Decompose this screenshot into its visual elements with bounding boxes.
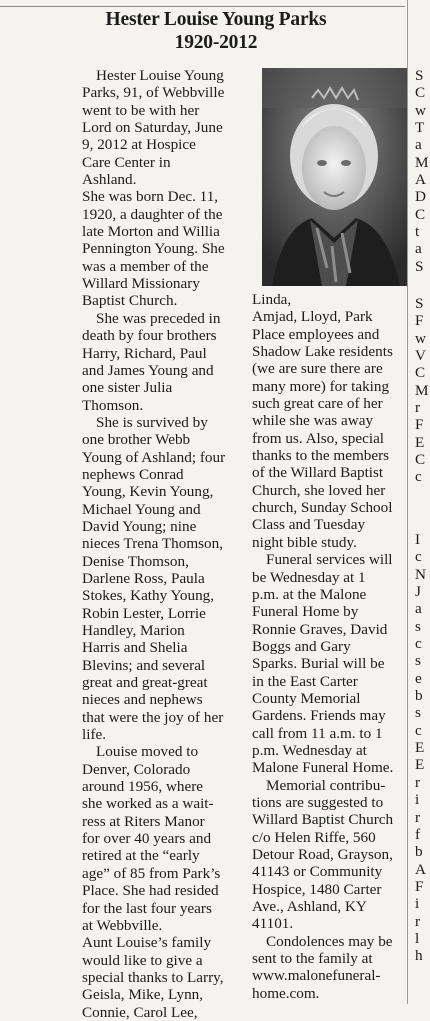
text-line: and James Young and <box>82 361 214 379</box>
text-line: Ave., Ashland, KY <box>252 898 367 916</box>
fragment-char: w <box>415 329 426 347</box>
text-line: Hospice, 1480 Carter <box>252 880 382 898</box>
text-line: She was born Dec. 11, <box>82 188 219 206</box>
text-line: ress at Riters Manor <box>82 812 205 830</box>
text-line: Aunt Louise’s family <box>82 934 212 952</box>
text-line: Parks, 91, of Webbville <box>82 84 225 102</box>
fragment-char: A <box>415 860 426 878</box>
text-line: retired at the “early <box>82 847 200 865</box>
text-line: Sparks. Burial will be <box>252 655 385 673</box>
text-line: Boggs and Gary <box>252 637 351 655</box>
text-line: that were the joy of her <box>82 708 224 726</box>
text-line: Care Center in <box>82 153 171 171</box>
text-line: life. <box>82 726 107 744</box>
text-line: Malone Funeral Home. <box>252 759 394 777</box>
fragment-char: T <box>415 119 425 137</box>
fragment-char: s <box>415 617 421 635</box>
text-line: Harry, Richard, Paul <box>82 344 207 362</box>
text-line: Connie, Carol Lee, <box>82 1003 198 1021</box>
text-line: Handley, Marion <box>82 622 185 639</box>
fragment-char: a <box>415 240 422 258</box>
fragment-char: l <box>415 929 420 947</box>
text-line: c/o Helen Riffe, 560 <box>252 828 376 846</box>
fragment-char: C <box>415 451 426 469</box>
fragment-char: E <box>415 433 425 451</box>
text-line: tions are suggested to <box>252 793 384 811</box>
fragment-char: a <box>415 136 422 154</box>
text-line: for the last four years <box>82 899 212 917</box>
text-line: 41143 or Community <box>252 863 383 881</box>
text-line: Willard Missionary <box>82 275 200 293</box>
fragment-char: I <box>415 531 421 548</box>
fragment-char: V <box>415 347 426 365</box>
text-line: p.m. at the Malone <box>252 585 367 603</box>
fragment-char: t <box>415 223 420 241</box>
text-line: Lord on Saturday, June <box>82 119 223 137</box>
fragment-char: M <box>415 153 429 171</box>
text-line: Blevins; and several <box>82 656 206 674</box>
text-line: Church, she loved her <box>252 481 386 499</box>
text-line: sent to the family at <box>252 950 373 968</box>
text-line: such great care of her <box>252 395 383 413</box>
text-line: nieces and nephews <box>82 691 203 709</box>
text-line: Denise Thomson, <box>82 552 189 570</box>
fragment-char: N <box>415 565 426 583</box>
text-line: Stokes, Kathy Young, <box>82 587 215 605</box>
fragment-char: e <box>415 669 422 687</box>
fragment-char: b <box>415 843 423 861</box>
fragment-char: w <box>415 101 426 119</box>
text-line: Place employees and <box>252 325 380 343</box>
text-line: went to be with her <box>82 101 200 119</box>
fragment-char: c <box>415 635 422 653</box>
fragment-char: E <box>415 739 425 757</box>
text-line: Thomson. <box>82 396 144 414</box>
text-line: one sister Julia <box>82 379 173 397</box>
fragment-char: c <box>415 468 422 486</box>
text-line: night bible study. <box>252 533 357 551</box>
fragment-char: b <box>415 687 423 705</box>
text-line: County Memorial <box>252 689 361 707</box>
fragment-char: r <box>415 399 421 417</box>
fragment-char: r <box>415 808 421 826</box>
fragment-char: i <box>415 791 420 809</box>
text-line: Robin Lester, Lorrie <box>82 604 206 622</box>
text-line: Gardens. Friends may <box>252 707 386 725</box>
deceased-name: Hester Louise Young Parks <box>105 9 327 30</box>
obituary-column-left <box>82 67 254 1021</box>
text-line: Pennington Young. She <box>82 240 225 258</box>
fragment-char: F <box>415 877 424 895</box>
text-line: church, Sunday School <box>252 499 393 517</box>
fragment-char: r <box>415 773 421 791</box>
text-line: Michael Young and <box>82 500 201 518</box>
portrait-photo <box>262 68 407 286</box>
text-line: Amjad, Lloyd, Park <box>252 308 373 326</box>
fragment-char: c <box>415 548 422 566</box>
text-line: she worked as a wait- <box>82 795 214 813</box>
text-line: She was preceded in <box>96 309 221 327</box>
fragment-char: E <box>415 756 425 774</box>
text-line: age” of 85 from Park’s <box>82 864 221 882</box>
obituary-column-right <box>252 291 408 1002</box>
text-line: Memorial contribu- <box>266 776 386 794</box>
text-line: home.com. <box>252 984 320 1002</box>
text-line: be Wednesday at 1 <box>252 568 366 586</box>
text-line: for over 40 years and <box>82 830 212 848</box>
text-line: Condolences may be <box>266 932 393 950</box>
fragment-char: a <box>415 600 422 618</box>
fragment-char: s <box>415 704 421 722</box>
text-line: Funeral Home by <box>252 603 359 621</box>
obituary-heading <box>96 8 336 54</box>
text-line: late Morton and Willia <box>82 223 220 241</box>
text-line: would like to give a <box>82 951 203 969</box>
portrait-photo-icon <box>262 68 407 286</box>
fragment-char: c <box>415 721 422 739</box>
text-line: Denver, Colorado <box>82 760 191 778</box>
fragment-char: S <box>415 295 424 312</box>
fragment-char: r <box>415 912 421 930</box>
text-line: Linda, <box>252 291 292 308</box>
text-line: in the East Carter <box>252 672 358 690</box>
text-line: Baptist Church. <box>82 292 178 310</box>
text-line: Geisla, Mike, Lynn, <box>82 986 204 1004</box>
text-line: great and great-great <box>82 674 208 692</box>
text-line: www.malonefuneral- <box>252 967 381 985</box>
text-line: David Young; nine <box>82 517 197 535</box>
text-line: She is survived by <box>96 413 208 431</box>
text-line: Ronnie Graves, David <box>252 620 388 638</box>
text-line: 9, 2012 at Hospice <box>82 136 196 154</box>
text-line: death by four brothers <box>82 327 217 345</box>
text-line: Young of Ashland; four <box>82 448 226 466</box>
text-line: of the Willard Baptist <box>252 464 384 482</box>
text-line: thanks to the members <box>252 447 390 465</box>
text-line: Hester Louise Young <box>96 67 224 84</box>
text-line: nieces Trena Thomson, <box>82 535 224 553</box>
text-line: Darlene Ross, Paula <box>82 569 205 587</box>
text-line: 41101. <box>252 915 294 933</box>
text-line: Class and Tuesday <box>252 516 366 534</box>
fragment-char: C <box>415 205 426 223</box>
text-line: Louise moved to <box>96 743 199 761</box>
top-rule <box>0 6 405 7</box>
text-line: call from 11 a.m. to 1 <box>252 724 383 742</box>
text-line: Ashland. <box>82 171 137 189</box>
text-line: nephews Conrad <box>82 465 184 483</box>
text-line: from us. Also, special <box>252 429 385 447</box>
next-column-fragment <box>415 295 430 486</box>
text-line: Harris and Shelia <box>82 639 188 657</box>
next-column-fragment <box>415 531 430 965</box>
text-line: Young, Kevin Young, <box>82 483 214 501</box>
text-line: special thanks to Larry, <box>82 968 224 986</box>
life-years: 1920-2012 <box>174 32 258 53</box>
fragment-char: h <box>415 947 423 965</box>
fragment-char: D <box>415 188 426 206</box>
text-line: Funeral services will <box>266 551 393 569</box>
fragment-char: J <box>415 583 421 601</box>
text-line: Detour Road, Grayson, <box>252 846 393 863</box>
text-line: p.m. Wednesday at <box>252 741 367 759</box>
fragment-char: S <box>415 257 424 275</box>
text-line: 1920, a daughter of the <box>82 205 223 223</box>
fragment-char: s <box>415 652 421 670</box>
text-line: Place. She had resided <box>82 882 219 900</box>
fragment-char: i <box>415 895 420 913</box>
fragment-char: F <box>415 416 424 434</box>
text-line: around 1956, where <box>82 778 204 796</box>
text-line: Shadow Lake residents <box>252 343 393 361</box>
fragment-char: M <box>415 381 429 399</box>
text-line: (we are sure there are <box>252 360 383 378</box>
text-line: at Webbville. <box>82 916 163 934</box>
fragment-char: F <box>415 312 424 330</box>
fragment-char: A <box>415 171 426 189</box>
next-column-fragment <box>415 67 430 275</box>
fragment-char: f <box>415 825 421 843</box>
text-line: while she was away <box>252 412 374 430</box>
text-line: Willard Baptist Church <box>252 811 394 829</box>
fragment-char: C <box>415 364 426 382</box>
text-line: many more) for taking <box>252 377 390 395</box>
text-line: was a member of the <box>82 257 209 275</box>
text-line: one brother Webb <box>82 431 191 449</box>
fragment-char: S <box>415 67 424 84</box>
fragment-char: C <box>415 84 426 102</box>
